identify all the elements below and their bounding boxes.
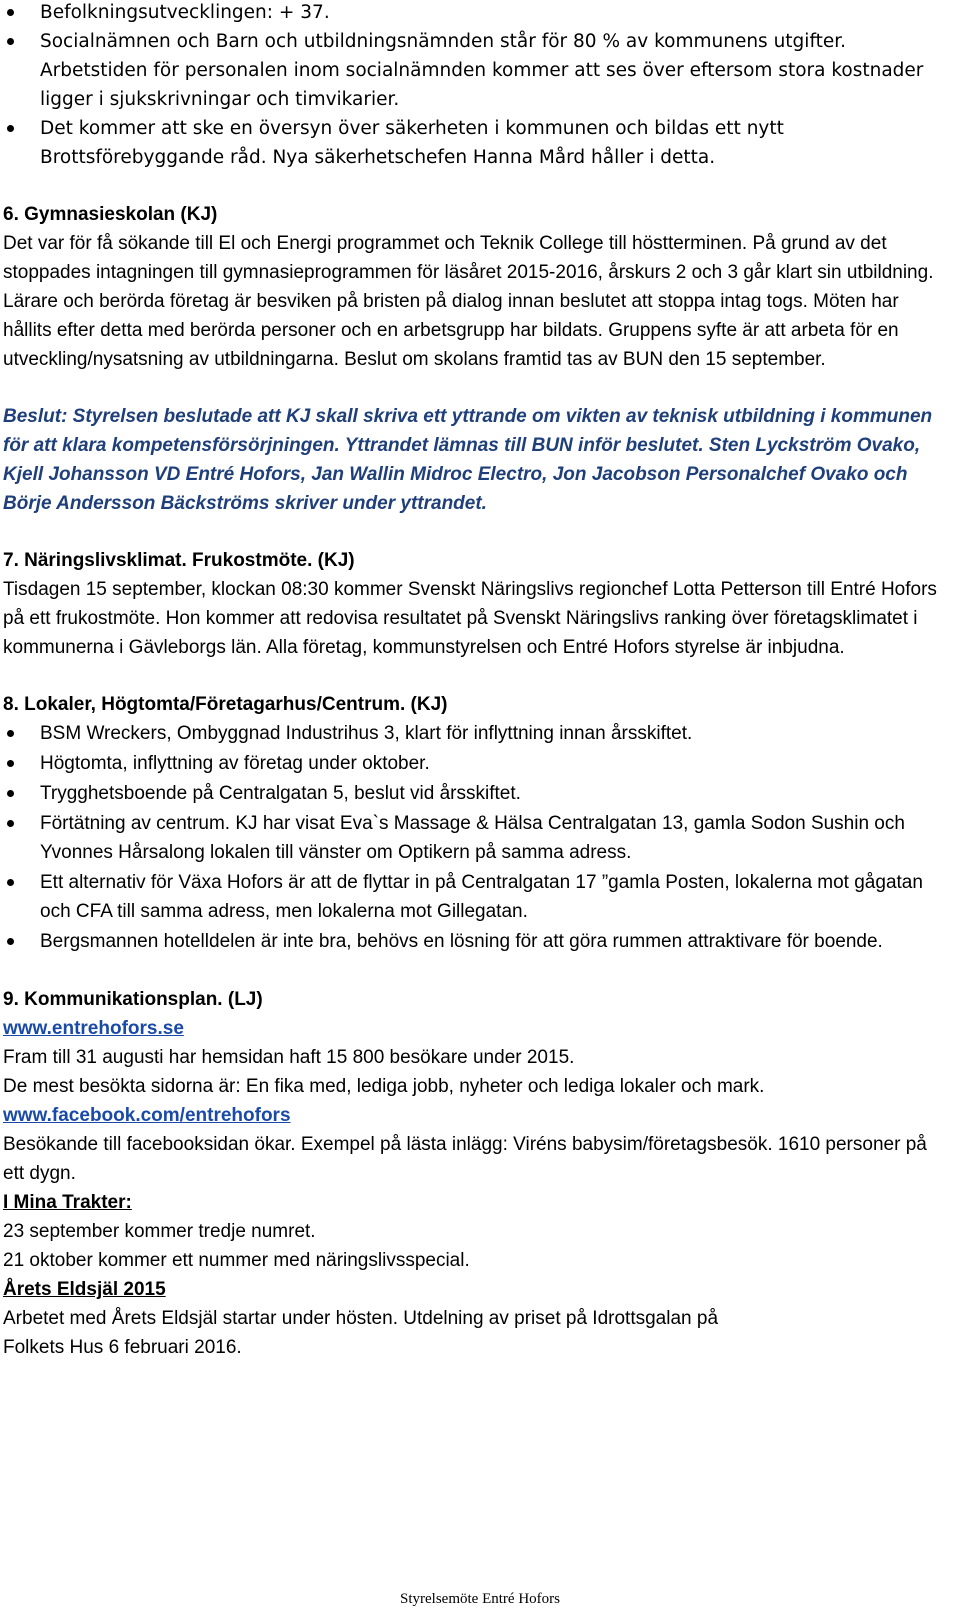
- website-link[interactable]: www.entrehofors.se: [3, 1018, 184, 1039]
- bullet-icon: [7, 820, 14, 827]
- facebook-link[interactable]: www.facebook.com/entrehofors: [3, 1105, 291, 1126]
- mina-trakter-heading: I Mina Trakter:: [3, 1192, 132, 1213]
- list-item: Högtomta, inflyttning av företag under oktober.: [3, 749, 948, 778]
- eldsjal-line: Arbetet med Årets Eldsjäl startar under hösten. Utdelning av priset på Idrottsgalan på: [3, 1308, 719, 1329]
- bullet-icon: [7, 790, 14, 797]
- section-8-heading: 8. Lokaler, Högtomta/Företagarhus/Centrum. (KJ): [3, 694, 448, 715]
- list-item: Det kommer att ske en översyn över säkerheten i kommunen och bildas ett nytt Brottsförebyggande råd. Nya säkerhetschefen Hanna Mård håller i detta.: [3, 114, 948, 172]
- facebook-text: Besökande till facebooksidan ökar. Exempel på lästa inlägg: Viréns babysim/företagsbesök. 1610 personer på ett dygn.: [3, 1134, 927, 1184]
- website-stat-line: Fram till 31 augusti har hemsidan haft 15 800 besökare under 2015.: [3, 1047, 575, 1068]
- section-7-body: Tisdagen 15 september, klockan 08:30 kommer Svenskt Näringslivs regionchef Lotta Petterson till Entré Hofors på ett frukostmöte. Hon kommer att redovisa resultatet på Svenskt Näringslivs ranking över företagsklimatet i kommunerna i Gävleborgs län. Alla företag, kommunstyrelsen och Entré Hofors styrelse är inbjudna.: [3, 579, 937, 658]
- eldsjal-line: Folkets Hus 6 februari 2016.: [3, 1337, 242, 1358]
- section-6-decision: Beslut: Styrelsen beslutade att KJ skall skriva ett yttrande om vikten av teknisk utbildning i kommunen för att klara kompetensförsörjningen. Yttrandet lämnas till BUN inför beslutet. Sten Lyckström Ovako, Kjell Johansson VD Entré Hofors, Jan Wallin Midroc Electro, Jon Jacobson Personalchef Ovako och Börje Andersson Bäckströms skriver under yttrandet.: [3, 406, 933, 514]
- list-item: Bergsmannen hotelldelen är inte bra, behövs en lösning för att göra rummen attraktivare för boende.: [3, 927, 948, 956]
- mina-trakter-line: 23 september kommer tredje numret.: [3, 1221, 316, 1242]
- bullet-icon: [7, 730, 14, 737]
- section-7-heading: 7. Näringslivsklimat. Frukostmöte. (KJ): [3, 550, 355, 571]
- bullet-icon: [7, 760, 14, 767]
- list-item: BSM Wreckers, Ombyggnad Industrihus 3, klart för inflyttning innan årsskiftet.: [3, 719, 948, 748]
- list-item: Befolkningsutvecklingen: + 37.: [3, 0, 948, 27]
- section-6-paragraph: Lärare och berörda företag är besviken på bristen på dialog innan beslutet att stoppa intag togs. Möten har hållits efter detta med berörda personer och en arbetsgrupp har bildats. Gruppens syfte är att arbeta för en utveckling/nysatsning av utbildningarna. Beslut om skolans framtid tas av BUN den 15 september.: [3, 291, 899, 370]
- website-stat-line: De mest besökta sidorna är: En fika med, lediga jobb, nyheter och lediga lokaler och mark.: [3, 1076, 765, 1097]
- list-item: Socialnämnen och Barn och utbildningsnämnden står för 80 % av kommunens utgifter. Arbetstiden för personalen inom socialnämnden kommer att ses över eftersom stora kostnader ligger i sjukskrivningar och timvikarier.: [3, 27, 948, 114]
- bullet-icon: [7, 125, 14, 132]
- list-item: Förtätning av centrum. KJ har visat Eva`s Massage & Hälsa Centralgatan 13, gamla Sodon Sushin och Yvonnes Hårsalong lokalen till vänster om Optikern på samma adress.: [3, 809, 948, 867]
- section-6-heading: 6. Gymnasieskolan (KJ): [3, 204, 218, 225]
- eldsjal-heading: Årets Eldsjäl 2015: [3, 1279, 166, 1300]
- mina-trakter-line: 21 oktober kommer ett nummer med näringslivsspecial.: [3, 1250, 470, 1271]
- document-page: [3, 0, 948, 1362]
- intro-bullet-list: [3, 0, 948, 172]
- section-6-paragraph: Det var för få sökande till El och Energi programmet och Teknik College till höstterminen. På grund av det stoppades intagningen till gymnasieprogrammen för läsåret 2015-2016, årskurs 2 och 3 går klart sin utbildning.: [3, 233, 934, 283]
- bullet-icon: [7, 879, 14, 886]
- section-8-bullet-list: [3, 719, 948, 956]
- list-item: Trygghetsboende på Centralgatan 5, beslut vid årsskiftet.: [3, 779, 948, 808]
- page-footer: Styrelsemöte Entré Hofors: [400, 1591, 560, 1607]
- bullet-icon: [7, 38, 14, 45]
- list-item: Ett alternativ för Växa Hofors är att de flyttar in på Centralgatan 17 ”gamla Posten, lokalerna mot gågatan och CFA till samma adress, men lokalerna mot Gillegatan.: [3, 868, 948, 926]
- bullet-icon: [7, 9, 14, 16]
- bullet-icon: [7, 938, 14, 945]
- section-9-heading: 9. Kommunikationsplan. (LJ): [3, 989, 263, 1010]
